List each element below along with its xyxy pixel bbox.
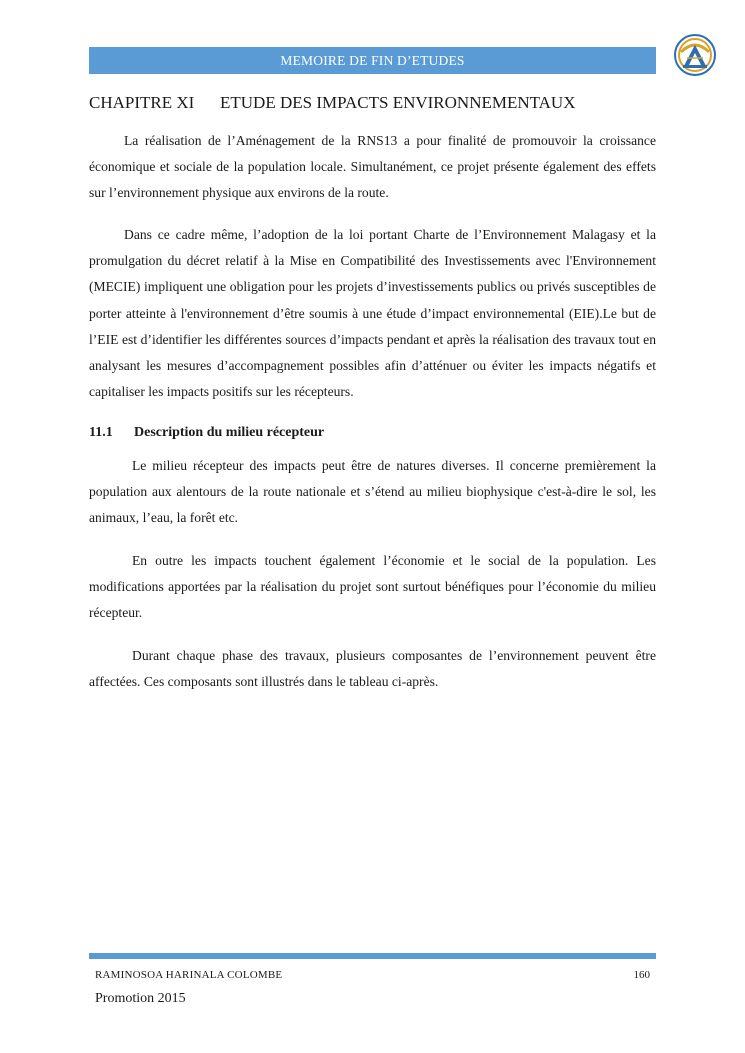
section-paragraph-3: Durant chaque phase des travaux, plusieurs composantes de l’environnement peuvent être affectées. Ces composants sont illustrés dans le tableau ci-après. bbox=[89, 648, 656, 690]
section-heading bbox=[89, 423, 324, 443]
footer-divider bbox=[89, 953, 656, 959]
intro-paragraph-2: Dans ce cadre même, l’adoption de la loi portant Charte de l’Environnement Malagasy et la promulgation du décret relatif à la Mise en Compatibilité des Investissements avec l'Environnement (MECIE) impliquent une obligation pour les projets d’investissements publics ou privés susceptibles de porter atteinte à l'environnement d’être soumis à une étude d’impact environnemental (EIE).Le but de l’EIE est d’identifier les différentes sources d’impacts pendant et après la réalisation des travaux tout en analysant les mesures d’accompagnement possibles afin d’atténuer ou éviter les impacts négatifs et capitaliser les impacts positifs sur les récepteurs. bbox=[89, 227, 656, 400]
footer-promotion: Promotion 2015 bbox=[95, 991, 186, 1006]
intro-paragraph-1: La réalisation de l’Aménagement de la RNS13 a pour finalité de promouvoir la croissance économique et sociale de la population locale. Simultanément, ce projet présente également des effets sur l’environnement physique aux environs de la route. bbox=[89, 133, 656, 201]
section-paragraph-2: En outre les impacts touchent également l’économie et le social de la population. Les modifications apportées par la réalisation du projet sont surtout bénéfiques pour l’économie du milieu récepteur. bbox=[89, 553, 656, 621]
footer-author: RAMINOSOA HARINALA COLOMBE bbox=[95, 969, 283, 981]
section-number: 11.1 bbox=[89, 425, 113, 440]
section-paragraph-1: Le milieu récepteur des impacts peut être de natures diverses. Il concerne premièrement la population aux alentours de la route nationale et s’étend au milieu biophysique c'est-à-dire le sol, les animaux, l’eau, la forêt etc. bbox=[89, 458, 656, 526]
school-emblem-icon bbox=[672, 32, 718, 78]
page-number: 160 bbox=[633, 969, 650, 981]
chapter-title: ETUDE DES IMPACTS ENVIRONNEMENTAUX bbox=[220, 93, 576, 112]
section-title: Description du milieu récepteur bbox=[134, 425, 325, 440]
running-header bbox=[89, 47, 656, 74]
chapter-heading bbox=[89, 92, 656, 114]
chapter-number: CHAPITRE XI bbox=[89, 93, 195, 112]
header-title: MEMOIRE DE FIN D’ETUDES bbox=[280, 53, 465, 68]
